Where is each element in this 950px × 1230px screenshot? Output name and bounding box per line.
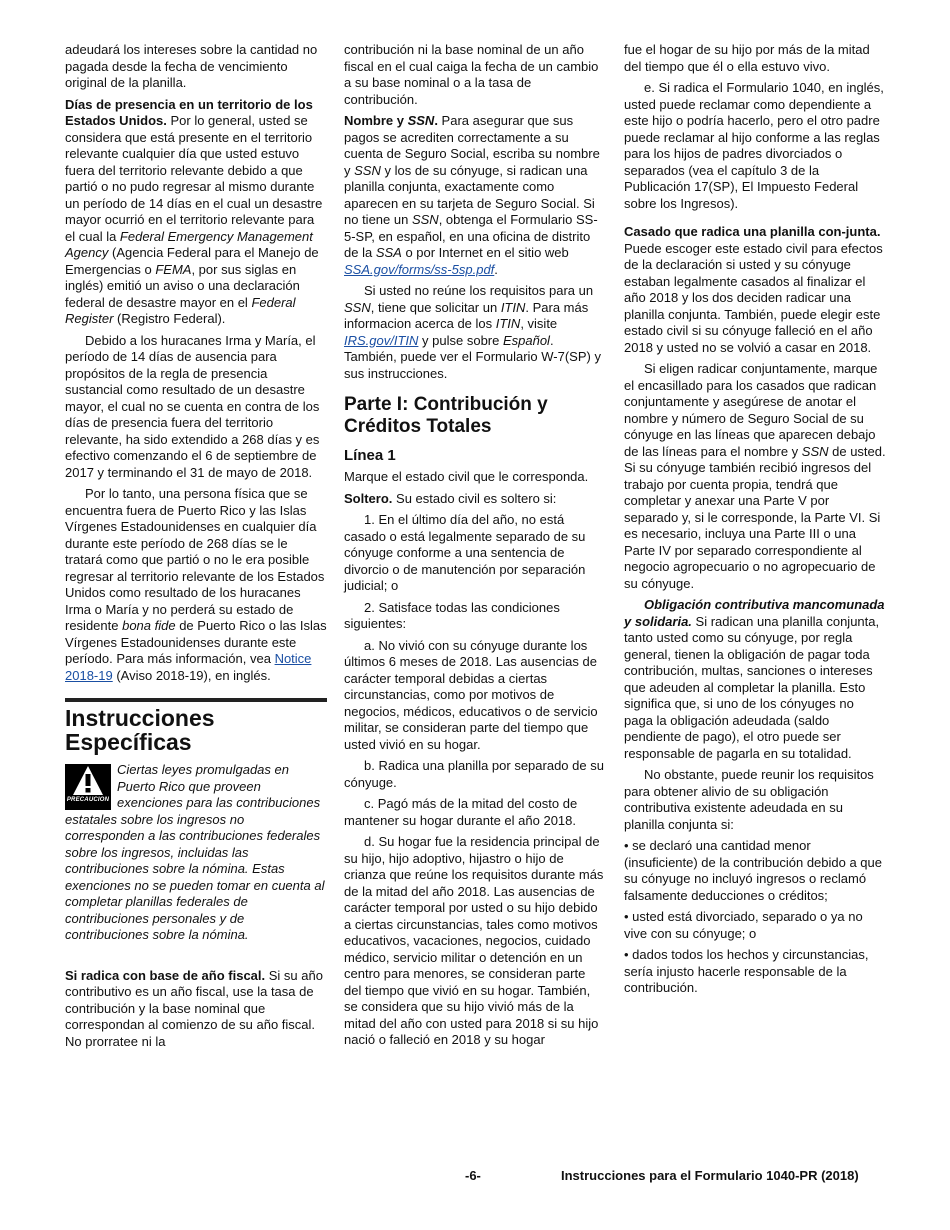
list-item: a. No vivió con su cónyuge durante los últimos 6 meses de 2018. Las ausencias de carácter temporal debidas a ciertas circunstancias, como por motivos de negocios, médicos, educativos o de servicio militar, se consideran parte del tiempo que usted vivió en su hogar.: [344, 637, 598, 752]
run-italic: SSN: [411, 212, 439, 227]
ssa-link-text: SSA.gov/forms/ss-5sp.pdf: [344, 261, 495, 277]
run-text: y los de su cónyuge, si radican una planilla conjunta, exactamente como aparecen en su tarjeta de Seguro Social. Si no tiene un: [344, 162, 595, 227]
part-heading: Parte I: Contribución y Créditos Totales: [344, 394, 548, 437]
run-head-text: Nombre y: [344, 113, 408, 128]
run-text: , por sus siglas en inglés) emitió un aviso o una declaración federal de desastre mayor en el: [65, 261, 300, 310]
list-item: 2. Satisface todas las condiciones siguientes:: [344, 599, 560, 631]
run-text: Su estado civil es soltero si:: [392, 490, 557, 506]
run-italic: SSN: [354, 162, 381, 178]
paragraph-joint-liability: [624, 597, 886, 762]
run-text: , tiene que solicitar un: [370, 299, 501, 315]
run-text: (Agencia Federal para el Manejo de Emergencias o: [65, 245, 319, 277]
paragraph: [624, 361, 886, 592]
paragraph: Marque el estado civil que le corresponda.: [344, 469, 589, 484]
line-heading: Línea 1: [344, 447, 396, 464]
paragraph-itin: [344, 283, 606, 382]
run-head-italic: Obligación contributiva mancomunada y solidaria.: [624, 597, 885, 629]
run-head: [344, 113, 438, 128]
run-italic: Federal Emergency Management Agency: [65, 228, 313, 260]
column-1: [65, 42, 327, 1055]
run-italic: ITIN: [495, 316, 521, 331]
list-item: e. Si radica el Formulario 1040, en inglés, usted puede reclamar como dependiente a este hijo o podría hacerlo, pero el otro padre puede reclamar al hijo conforme a las reglas para los hijos de padres divorciados o separados (vea el capítulo 3 de la Publicación 17(SP), El Impuesto Federal sobre los Ingresos).: [624, 80, 884, 211]
run-head: Días de presencia en un territorio de los Estados Unidos.: [65, 96, 313, 128]
caution-icon: [65, 764, 111, 810]
bullet-item: • dados todos los hechos y circunstancias, sería injusto hacerle responsable de la contribución.: [624, 947, 869, 995]
paragraph-single: [344, 491, 606, 508]
run-italic: bona fide: [122, 618, 176, 633]
run-text: de usted. Si su cónyuge también recibió ingresos del trabajo por cuenta propia, tendrá que completar y anexar una Parte V por separado y, si le corresponde, la Parte VI. Si es necesario, incluya una Parte III o una Parte IV por separado correspondiente al negocio agropecuario o no agropecuario de su cónyuge.: [624, 443, 886, 591]
run-text: Por lo general, usted se considera que está presente en el territorio relevante cualquier día que usted estuvo fuera del territorio relevante debido a que partió o no pudo regresar al mismo durante un período de 14 días en el cual un desastre mayor ocurrió en el territorio relevante para el cual la: [65, 113, 323, 244]
run-head-italic: SSN: [407, 113, 435, 128]
caution-label: PRECAUCION: [66, 797, 110, 803]
run-text: o por Internet en el sitio web: [401, 245, 569, 260]
paragraph: contribución ni la base nominal de un año fiscal en el cual caiga la fecha de un cambio a su base nominal o a la tasa de contribución.: [344, 42, 599, 107]
bullet-item: • usted está divorciado, separado o ya no vive con su cónyuge; o: [624, 909, 863, 941]
paragraph: [65, 486, 327, 684]
irs-itin-link-text: IRS.gov/ITIN: [344, 332, 419, 348]
run-text: (Aviso 2018-19), en inglés.: [112, 667, 271, 683]
paragraph-presence-days: [65, 97, 327, 328]
run-text: , visite: [520, 316, 558, 331]
paragraph: fue el hogar de su hijo por más de la mitad del tiempo que él o ella estuvo vivo.: [624, 42, 870, 74]
run-text: . También, puede ver el Formulario W-7(SP) y sus instrucciones.: [344, 332, 601, 381]
ssa-link[interactable]: [344, 262, 494, 277]
caution-note: [65, 762, 327, 944]
run-text: de Puerto Rico o las Islas Vírgenes Estadounidenses durante este período. Para más información, vea: [65, 618, 327, 666]
run-italic: SSA: [375, 245, 402, 260]
column-3: [624, 42, 886, 1002]
run-italic: FEMA: [155, 261, 192, 277]
irs-itin-link[interactable]: [344, 333, 418, 348]
page-number: -6-: [465, 1168, 481, 1183]
run-italic: Español: [502, 332, 550, 348]
list-item: 1. En el último día del año, no está casado o está legalmente separado de su cónyuge conforme a una sentencia de divorcio o de manutención por separación judicial; o: [344, 512, 586, 593]
run-head: Casado que radica una planilla con-junta.: [624, 224, 881, 239]
paragraph: Debido a los huracanes Irma y María, el período de 14 días de ausencia para propósitos de la regla de presencia sustancial como resultado de un desastre mayor, el cual no se cuenta en contra de los días de presencia fuera del territorio relevante, ha sido extendido a 268 días y es efectivo comenzando el 6 de septiembre de 2017 y terminando el 31 de mayo de 2018.: [65, 332, 320, 480]
run-text: Si eligen radicar conjuntamente, marque el encasillado para los casados que radican conjuntamente y asegúrese de anotar el nombre y número de Seguro Social de su cónyuge en las líneas que aparecen debajo de las líneas para el nombre y: [624, 361, 878, 459]
list-item: c. Pagó más de la mitad del costo de mantener su hogar durante el año 2018.: [344, 796, 578, 828]
run-text: .: [494, 261, 498, 277]
run-head: Si radica con base de año fiscal.: [65, 967, 266, 983]
run-text: y pulse sobre: [418, 332, 503, 348]
run-text: Si usted no reúne los requisitos para un: [364, 283, 594, 298]
footer-title: Instrucciones para el Formulario 1040-PR (2018): [561, 1168, 859, 1183]
notice-link[interactable]: Notice 2018-19: [65, 651, 312, 683]
run-text: Puede escoger este estado civil para efectos de la declaración si usted y su cónyuge estaban legalmente casados al finalizar el año 2018 y los dos deciden radicar una planilla conjunta. También, puede elegir este estado civil si su cónyuge falleció en el año 2018 y usted no se volvió a casar en 2018.: [624, 240, 883, 355]
run-italic: SSN: [344, 299, 371, 315]
run-italic: SSN: [801, 443, 829, 459]
column-2: [344, 42, 606, 1054]
run-head-end: .: [434, 113, 438, 128]
run-italic: Federal Register: [65, 294, 296, 326]
run-text: Por lo tanto, una persona física que se encuentra fuera de Puerto Rico y las Islas Vírgenes Estadounidenses en cualquier día durante este período de 268 días se le tratará como que partió o no le era posible regresar al territorio relevante de los Estados Unidos como resultado de los huracanes Irma o María y no perderá su estado de residente: [65, 486, 325, 633]
list-item: b. Radica una planilla por separado de su cónyuge.: [344, 758, 604, 790]
caution-text: Ciertas leyes promulgadas en Puerto Rico que proveen exenciones para las contribuciones estatales sobre los ingresos no corresponden a las contribuciones federales sobre los ingresos, incluidas las contribuciones sobre la nómina. Estas exenciones no se pueden tomar en cuenta al completar planillas federales de contribuciones personales y de contribuciones sobre la nómina.: [65, 762, 325, 942]
paragraph: No obstante, puede reunir los requisitos para obtener alivio de su obligación contributiva existente adeudada en su planilla conjunta si:: [624, 767, 874, 832]
run-text: . Para más informacion acerca de los: [344, 299, 589, 331]
run-text: Para asegurar que sus pagos se acrediten correctamente a su cuenta de Seguro Social, escriba su nombre y: [344, 113, 600, 178]
run-text: Si su año contributivo es un año fiscal, use la tasa de contribución y la base nominal que correspondan al comienzo de su año fiscal. No prorratee ni la: [65, 967, 323, 1049]
bullet-item: • se declaró una cantidad menor (insuficiente) de la contribución debido a que su cónyuge no incluyó ingresos o reclamó falsamente deducciones o créditos;: [624, 838, 883, 903]
section-rule: [65, 698, 327, 754]
run-text: , obtenga el Formulario SS-5-SP, en español, en una oficina de distrito de la: [344, 212, 598, 260]
run-head: Soltero.: [344, 490, 393, 506]
run-text: (Registro Federal).: [113, 311, 226, 326]
paragraph-married-joint: [624, 224, 886, 356]
paragraph-name-ssn: [344, 113, 606, 278]
section-heading: Instrucciones Específicas: [65, 705, 215, 755]
list-item: d. Su hogar fue la residencia principal de su hijo, hijo adoptivo, hijastro o hijo de crianza que reúne los requisitos durante más de la mitad del año 2018. Las ausencias de carácter temporal por usted o su hijo debido a ciertas circunstancias, tales como motivos educativos, vacaciones, negocios, cuidado médico, servicio militar o detención en un centro para menores, se consideran parte del tiempo que vivió en su hogar. También, se considera que su hijo vivió más de la mitad del año con usted para 2018 si su hijo nació o falleció en 2018 y su hogar: [344, 834, 604, 1047]
paragraph: [65, 968, 327, 1051]
run-italic: ITIN: [500, 299, 526, 315]
run-text: Si radican una planilla conjunta, tanto usted como su cónyuge, por regla general, tienen la obligación de pagar toda contribución, multas, sanciones o intereses que adeuden al completar la planilla. Esto significa que, si uno de los cónyuges no paga la obligación adeudada (saldo pendiente de pago), el otro puede ser responsable de pagarla en su totalidad.: [624, 613, 880, 761]
paragraph: adeudará los intereses sobre la cantidad no pagada desde la fecha de vencimiento original de la planilla.: [65, 42, 318, 90]
